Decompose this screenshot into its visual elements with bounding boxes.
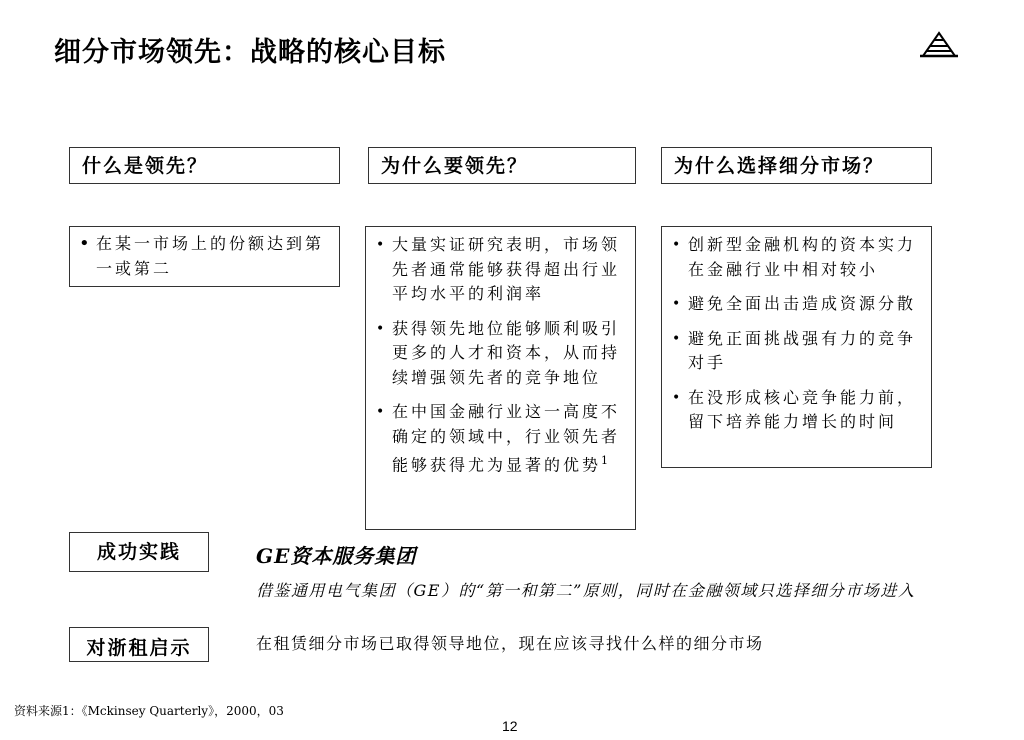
content-what-is-leadership — [69, 226, 340, 287]
bullet-list — [366, 233, 625, 478]
implication-text: 在租赁细分市场已取得领导地位，现在应该寻找什么样的细分市场 — [256, 634, 764, 653]
header-what-is-leadership: 什么是领先？ — [69, 147, 340, 184]
bullet-text: 在中国金融行业这一高度不确定的领域中，行业领先者能够获得尤为显著的优势 — [392, 402, 621, 475]
implication-label: 对浙租启示 — [69, 627, 209, 662]
footnote: 资料来源1：《Mckinsey Quarterly》，2000，03 — [14, 704, 284, 718]
footnote-marker: 1 — [601, 454, 609, 467]
page-number: 12 — [502, 718, 518, 734]
bullet-icon: • — [376, 237, 388, 253]
ge-case-description: 借鉴通用电气集团（GE）的“第一和第二”原则，同时在金融领域只选择细分市场进入 — [256, 581, 916, 600]
bullet-item — [662, 327, 925, 376]
bullet-text: 避免正面挑战强有力的竞争对手 — [688, 328, 917, 372]
bullet-icon: • — [672, 330, 684, 347]
bullet-list — [70, 232, 329, 281]
bullet-item — [662, 233, 925, 282]
bullet-icon: • — [672, 237, 684, 253]
header-why-lead: 为什么要领先？ — [368, 147, 636, 184]
bullet-icon: • — [672, 389, 684, 406]
bullet-icon: • — [672, 296, 684, 312]
bullet-item — [70, 232, 329, 281]
bullet-item — [366, 400, 625, 478]
bullet-item — [662, 292, 925, 317]
bullet-icon: • — [376, 320, 388, 337]
content-why-lead — [365, 226, 636, 530]
bullet-list — [662, 233, 925, 435]
bullet-item — [366, 317, 625, 391]
bullet-text: 避免全面出击造成资源分散 — [688, 294, 917, 313]
bullet-text: 获得领先地位能够顺利吸引更多的人才和资本，从而持续增强领先者的竞争地位 — [392, 318, 621, 387]
bullet-text: 大量实证研究表明，市场领先者通常能够获得超出行业平均水平的利润率 — [392, 235, 621, 303]
content-why-segment — [661, 226, 932, 468]
page-title: 细分市场领先：战略的核心目标 — [54, 37, 446, 68]
bullet-text: 在某一市场上的份额达到第一或第二 — [96, 234, 325, 278]
success-practice-label: 成功实践 — [69, 532, 209, 572]
header-why-segment: 为什么选择细分市场？ — [661, 147, 932, 184]
bullet-icon: • — [79, 233, 93, 254]
bullet-icon: • — [376, 404, 388, 420]
bullet-text: 在没形成核心竞争能力前，留下培养能力增长的时间 — [688, 387, 917, 431]
bullet-item — [366, 233, 625, 307]
bullet-item — [662, 386, 925, 435]
bullet-text: 创新型金融机构的资本实力在金融行业中相对较小 — [688, 235, 917, 279]
pyramid-logo-icon — [920, 30, 958, 60]
ge-case-title: GE资本服务集团 — [256, 544, 417, 568]
